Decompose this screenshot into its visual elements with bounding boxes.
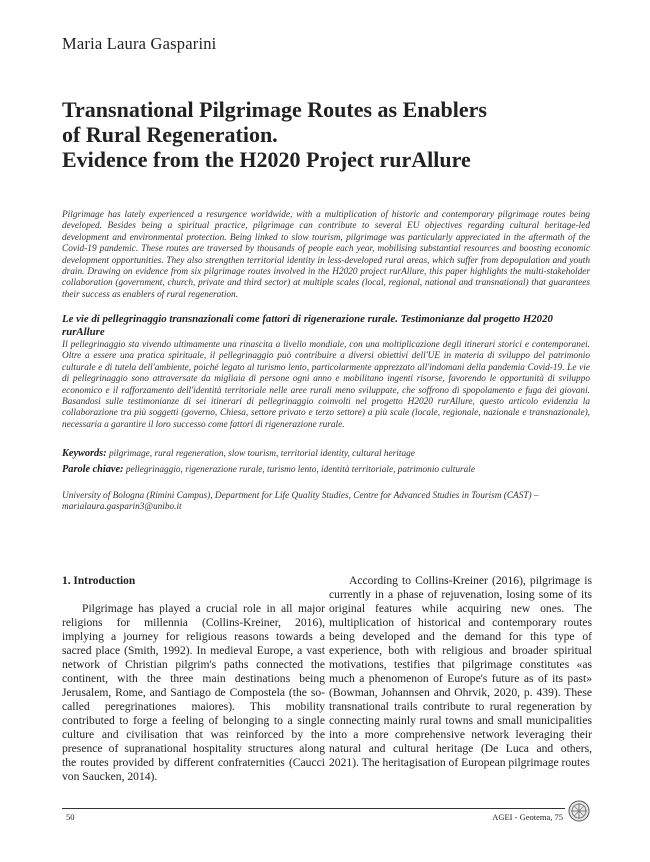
parole-chiave [62, 464, 590, 476]
italian-title: Le vie di pellegrinaggio transnazionali come fattori di rigenerazione rurale. Testimonianze dal progetto H2020 rurAllure [62, 313, 553, 338]
parole-chiave-text: pellegrinaggio, rigenerazione rurale, turismo lento, identità territoriale, patrimonio culturale [125, 465, 475, 475]
author-name: Maria Laura Gasparini [62, 34, 217, 53]
intro-paragraph-right: According to Collins-Kreiner (2016), pilgrimage is currently in a phase of rejuvenation, losing some of its original features while acquiring new ones. The multiplication of historical and contemporary routes being developed and the demand for this type of experience, both with religious and broader spiritual motivations, testifies that pilgrimage constitutes «as much a phenomenon of Europe's future as of its past» (Bowman, Johannsen and Ohrvik, 2020, p. 439). These transnational trails contribute to rural regeneration by connecting mainly rural towns and small municipalities into a more comprehensive network leveraging their natural and cultural heritage (De Luca and others, 2021). The heritagisation of European pilgrimage routes [329, 574, 592, 769]
parole-chiave-label: Parole chiave: [62, 464, 124, 475]
intro-paragraph-left: Pilgrimage has played a crucial role in all major religions for millennia (Collins-Kreiner, 2016), implying a journey for religious reasons towards a sacred place (Smith, 1992). In medieval Europe, a vast network of Christian pilgrim's paths connected the continent, with the three main destinations being Jerusalem, Rome, and Santiago de Compostela (the so-called peregrinationes maiores). This mobility contributed to forge a feeling of belonging to a single culture and civilisation that was reinforced by the presence of supranational hospitality structures along the routes provided by different confraternities (Caucci von Saucken, 2014). [62, 602, 325, 783]
keywords-label: Keywords: [62, 448, 107, 459]
title-line-1: Transnational Pilgrimage Routes as Enablers [62, 97, 487, 122]
paper-title [62, 97, 622, 172]
body-column-right [329, 574, 592, 770]
author-affiliation: University of Bologna (Rimini Campus), Department for Life Quality Studies, Centre for Advanced Studies in Tourism (CAST) – marialaura.gasparin3@unibo.it [62, 491, 539, 513]
footer-rule [62, 808, 565, 809]
title-line-3: Evidence from the H2020 Project rurAllure [62, 147, 471, 172]
journal-name: AGEI - Geotema, 75 [492, 812, 563, 822]
abstract-italian: Il pellegrinaggio sta vivendo ultimamente una rinascita a livello mondiale, con una moltiplicazione degli itinerari storici e contemporanei. Oltre a essere una pratica spirituale, il pellegrinaggio può contribuire a diversi obiettivi dell'UE in materia di sviluppo del patrimonio culturale e di tutela dell'ambiente, poiché legato al turismo lento, particolarmente apprezzato all'indomani della pandemia Covid-19. Le vie di pellegrinaggio sono attraversate da migliaia di persone ogni anno e mobilitano ingenti risorse, favorendo le opportunità di sviluppo economico e il rafforzamento dell'identità territoriale nelle aree rurali meno sviluppate, che soffrono di spopolamento e fuga dei giovani. Basandosi sulle testimonianze di sei itinerari di pellegrinaggio coinvolti nel progetto H2020 rurAllure, questo articolo evidenzia la collaborazione tra più soggetti (governo, Chiesa, settore privato e terzo settore) a più scale (locale, regionale, nazionale e transnazionale), necessaria a garantire il loro successo come fattori di rigenerazione rurale. [62, 340, 590, 430]
agei-emblem-icon [568, 800, 590, 822]
keywords-text: pilgrimage, rural regeneration, slow tourism, territorial identity, cultural heritage [108, 449, 415, 459]
keywords [62, 448, 590, 460]
section-heading: 1. Introduction [62, 575, 136, 587]
body-column-left [62, 574, 325, 784]
page-number: 50 [66, 812, 75, 822]
abstract-english: Pilgrimage has lately experienced a resurgence worldwide, with a multiplication of historic and contemporary pilgrimage routes being developed. Besides being a spiritual practice, pilgrimage can contribute to several EU objectives regarding cultural heritage-led development and environmental protection. Being linked to slow tourism, pilgrimage was particularly appreciated in the aftermath of the Covid-19 pandemic. These routes are traversed by thousands of people each year, mobilising substantial resources and boosting economic development opportunities. They also strengthen territorial identity in less-developed rural areas, which suffer from depopulation and youth drain. Drawing on evidence from six pilgrimage routes involved in the H2020 project rurAllure, this paper highlights the multi-stakeholder collaboration (government, church, private and third sector) at multiple scales (local, regional, national and transnational) that guarantees their success as enablers of rural regeneration. [62, 210, 590, 300]
title-line-2: of Rural Regeneration. [62, 122, 278, 147]
